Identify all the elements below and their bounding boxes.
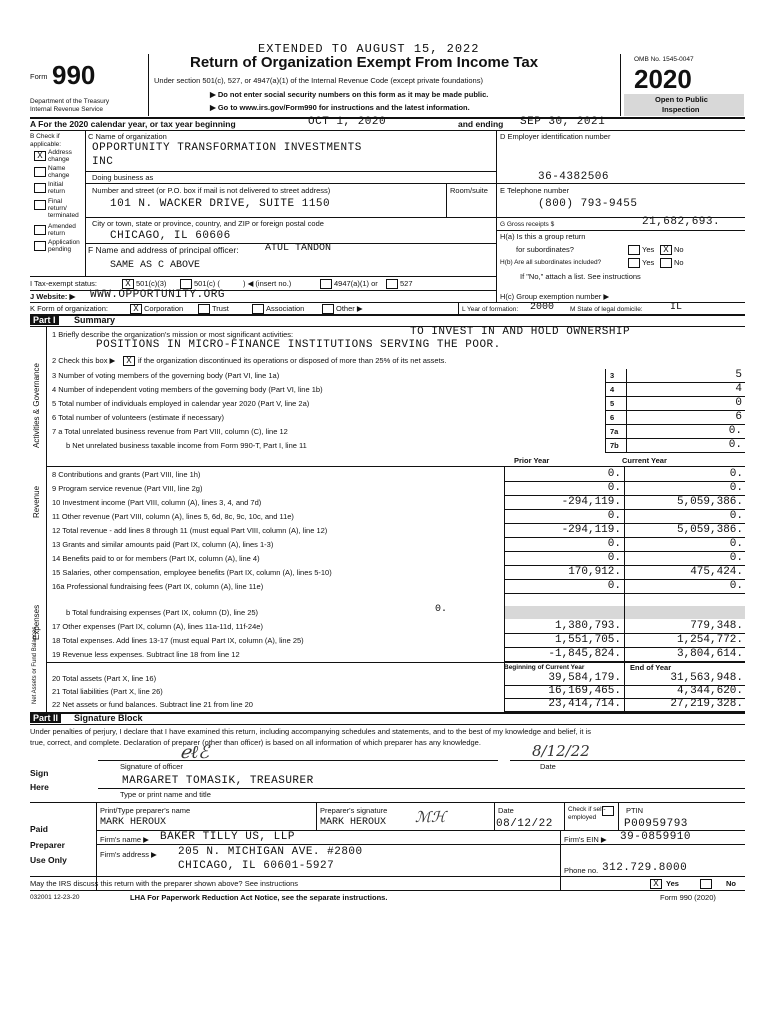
line-2-label: 2 Check this box ▶ xyxy=(52,356,116,365)
initial-return-label: Initial return xyxy=(48,181,65,195)
net-asset-line-current: 31,563,948. xyxy=(670,672,743,684)
corporation-checkbox[interactable]: X xyxy=(130,304,142,314)
firm-name-label: Firm's name ▶ xyxy=(100,835,149,844)
revenue-line-prior: 0. xyxy=(607,468,621,480)
status-501c3-label: 501(c)(3) xyxy=(136,279,167,288)
preparer-signature: MARK HEROUX xyxy=(320,817,387,828)
ptin-value: P00959793 xyxy=(624,818,688,830)
revenue-line-text: 12 Total revenue - add lines 8 through 11 (must equal Part VIII, column (A), line 12) xyxy=(52,526,328,535)
group-return-label: H(a) Is this a group return xyxy=(500,232,586,241)
part-2-title: Signature Block xyxy=(74,713,143,723)
governance-line-value: 0 xyxy=(735,397,742,409)
signature-of-officer-label: Signature of officer xyxy=(120,762,183,771)
discuss-no-checkbox[interactable] xyxy=(700,879,712,889)
governance-line-ref: 7b xyxy=(610,441,619,450)
preparer-name-label: Print/Type preparer's name xyxy=(100,806,191,815)
name-change-label: Name change xyxy=(48,165,70,179)
org-name-line1: OPPORTUNITY TRANSFORMATION INVESTMENTS xyxy=(92,142,362,154)
firm-ein-label: Firm's EIN ▶ xyxy=(564,835,607,844)
net-asset-line-prior: 16,169,465. xyxy=(548,685,621,697)
self-employed-label: Check if self-employed xyxy=(568,806,606,821)
revenue-line-current: 5,059,386. xyxy=(676,496,743,508)
irs-discuss-question: May the IRS discuss this return with the preparer shown above? See instructions xyxy=(30,879,299,888)
revenue-line-text: 9 Program service revenue (Part VIII, line 2g) xyxy=(52,484,203,493)
line-16b-value: 0. xyxy=(435,604,448,615)
expense-line-text: 14 Benefits paid to or for members (Part IX, column (A), line 4) xyxy=(52,554,260,563)
status-501c-label: 501(c) ( xyxy=(194,279,220,288)
amended-return-label: Amended return xyxy=(48,223,76,237)
use-only-label: Use Only xyxy=(30,855,67,865)
expense-line-current: 0. xyxy=(729,538,743,550)
expenses-side-label: Expenses xyxy=(32,604,41,640)
date-label: Date xyxy=(540,762,556,771)
mission-line-2: POSITIONS IN MICRO-FINANCE INSTITUTIONS SERVING THE POOR. xyxy=(96,339,501,351)
other-org-label: Other ▶ xyxy=(336,304,363,313)
discuss-yes-checkbox[interactable]: X xyxy=(650,879,662,889)
revenue-line-current: 5,059,386. xyxy=(676,524,743,536)
form-subtitle: Under section 501(c), 527, or 4947(a)(1) of the Internal Revenue Code (except private foundations) xyxy=(154,76,483,85)
preparer-name: MARK HEROUX xyxy=(100,817,167,828)
current-year-header: Current Year xyxy=(622,456,667,465)
revenue-line-prior: 0. xyxy=(607,510,621,522)
governance-line-value: 0. xyxy=(728,425,742,437)
preparer-signature-scribble: ℳℋ xyxy=(415,808,446,826)
net-asset-line-text: 20 Total assets (Part X, line 16) xyxy=(52,674,157,683)
line-1-label: 1 Briefly describe the organization's mission or most significant activities: xyxy=(52,330,294,339)
governance-line-value: 4 xyxy=(735,383,742,395)
group-return-label-2: for subordinates? xyxy=(516,245,574,254)
expense-line-prior: 0. xyxy=(607,538,621,550)
subordinates-yes-checkbox[interactable] xyxy=(628,258,640,268)
footer-form: Form 990 (2020) xyxy=(660,893,716,902)
mission-line-1: TO INVEST IN AND HOLD OWNERSHIP xyxy=(410,326,631,338)
governance-line-text: 5 Total number of individuals employed in calendar year 2020 (Part V, line 2a) xyxy=(52,399,310,408)
preparer-date-label: Date xyxy=(498,806,514,815)
governance-line-ref: 5 xyxy=(610,399,615,408)
preparer-phone: 312.729.8000 xyxy=(602,862,688,874)
expense-summary-line-prior: 1,551,705. xyxy=(554,634,621,646)
name-change-checkbox[interactable] xyxy=(34,167,46,177)
discuss-yes-label: Yes xyxy=(666,879,679,888)
prior-year-header: Prior Year xyxy=(514,456,550,465)
preparer-signature-label: Preparer's signature xyxy=(320,806,388,815)
principal-officer-label: F Name and address of principal officer: xyxy=(88,245,239,255)
net-asset-line-current: 4,344,620. xyxy=(676,685,743,697)
revenue-side-label: Revenue xyxy=(32,485,41,518)
revenue-line-prior: -294,119. xyxy=(561,496,621,508)
form-word: Form xyxy=(30,72,48,81)
expense-summary-line-current: 779,348. xyxy=(690,620,743,632)
amended-return-checkbox[interactable] xyxy=(34,225,46,235)
corporation-label: Corporation xyxy=(144,304,184,313)
final-return-checkbox[interactable] xyxy=(34,200,46,210)
governance-line-text: 6 Total number of volunteers (estimate if necessary) xyxy=(52,413,225,422)
city-state-zip: CHICAGO, IL 60606 xyxy=(110,230,231,242)
firm-name: BAKER TILLY US, LLP xyxy=(160,831,295,843)
gross-receipts-value: 21,682,693. xyxy=(642,216,721,228)
expense-line-text: 13 Grants and similar amounts paid (Part IX, column (A), lines 1-3) xyxy=(52,540,274,549)
subordinates-yes-label: Yes xyxy=(642,258,655,267)
net-asset-line-prior: 39,584,179. xyxy=(548,672,621,684)
here-label: Here xyxy=(30,782,49,792)
status-insert-no-label: ) ◀ (insert no.) xyxy=(243,279,292,288)
status-501c-checkbox[interactable] xyxy=(180,279,192,289)
sign-label: Sign xyxy=(30,768,49,778)
street-label: Number and street (or P.O. box if mail is not delivered to street address) xyxy=(92,186,331,195)
net-asset-line-text: 22 Net assets or fund balances. Subtract line 21 from line 20 xyxy=(52,700,253,709)
application-pending-label: Application pending xyxy=(48,239,80,253)
expense-line-current: 0. xyxy=(729,580,743,592)
principal-officer-address: SAME AS C ABOVE xyxy=(110,260,201,271)
expense-summary-line-text: 17 Other expenses (Part IX, column (A), lines 11a-11d, 11f-24e) xyxy=(52,622,263,631)
footer-lha: LHA For Paperwork Reduction Act Notice, see the separate instructions. xyxy=(130,893,388,902)
street-address: 101 N. WACKER DRIVE, SUITE 1150 xyxy=(110,198,331,210)
form-of-org-label: K Form of organization: xyxy=(30,304,108,313)
revenue-line-current: 0. xyxy=(729,482,743,494)
application-pending-checkbox[interactable] xyxy=(34,241,46,251)
net-asset-line-text: 21 Total liabilities (Part X, line 26) xyxy=(52,687,163,696)
group-return-no-checkbox[interactable]: X xyxy=(660,245,672,255)
trust-checkbox[interactable] xyxy=(198,304,210,314)
expense-line-prior: 0. xyxy=(607,552,621,564)
form-990-page xyxy=(30,40,745,910)
room-suite-label: Room/suite xyxy=(450,186,488,195)
ein-label: D Employer identification number xyxy=(500,132,611,141)
governance-line-text: 7 a Total unrelated business revenue from Part VIII, column (C), line 12 xyxy=(52,427,288,436)
year-formation-value: 2000 xyxy=(530,302,555,313)
form-title: Return of Organization Exempt From Income Tax xyxy=(190,54,539,71)
revenue-line-text: 10 Investment income (Part VIII, column (A), lines 3, 4, and 7d) xyxy=(52,498,262,507)
expense-summary-line-current: 3,804,614. xyxy=(676,648,743,660)
governance-line-value: 5 xyxy=(735,369,742,381)
form-number: 990 xyxy=(52,60,96,90)
open-inspection-1: Open to Public xyxy=(655,95,708,104)
city-label: City or town, state or province, country, and ZIP or foreign postal code xyxy=(92,219,324,228)
dept-treasury: Department of the Treasury xyxy=(30,98,110,105)
firm-address-1: 205 N. MICHIGAN AVE. #2800 xyxy=(178,846,363,858)
paid-label: Paid xyxy=(30,824,48,834)
expense-line-text: 15 Salaries, other compensation, employee benefits (Part IX, column (A), lines 5-10) xyxy=(52,568,332,577)
tax-year: 2020 xyxy=(634,64,692,94)
subordinates-no-label: No xyxy=(674,258,684,267)
and-ending-label: and ending xyxy=(458,119,504,129)
dba-label: Doing business as xyxy=(92,173,154,182)
website-label: J Website: ▶ xyxy=(30,292,76,301)
line-2-text: if the organization discontinued its operations or disposed of more than 25% of its net assets. xyxy=(138,356,447,365)
expense-summary-line-text: 18 Total expenses. Add lines 13-17 (must equal Part IX, column (A), line 25) xyxy=(52,636,304,645)
gross-receipts-label: G Gross receipts $ xyxy=(500,221,555,228)
type-name-label: Type or print name and title xyxy=(120,790,211,799)
beginning-year-header: Beginning of Current Year xyxy=(504,664,585,671)
other-org-checkbox[interactable] xyxy=(322,304,334,314)
ptin-label: PTIN xyxy=(626,806,644,815)
governance-line-ref: 7a xyxy=(610,427,619,436)
group-return-yes-checkbox[interactable] xyxy=(628,245,640,255)
ein-value: 36-4382506 xyxy=(538,171,610,183)
expense-line-current: 0. xyxy=(729,552,743,564)
revenue-line-prior: -294,119. xyxy=(561,524,621,536)
governance-line-ref: 3 xyxy=(610,371,615,380)
ssn-notice: ▶ Do not enter social security numbers on this form as it may be made public. xyxy=(210,90,489,99)
instructions-notice: ▶ Go to www.irs.gov/Form990 for instructions and the latest information. xyxy=(210,103,470,112)
governance-line-value: 6 xyxy=(735,411,742,423)
final-return-label: Final return/ terminated xyxy=(48,198,79,219)
line-2-checkbox[interactable]: X xyxy=(123,356,135,366)
sign-date: 8/12/22 xyxy=(532,742,590,760)
principal-officer-name: ATUL TANDON xyxy=(265,243,332,254)
revenue-line-text: 8 Contributions and grants (Part VIII, line 1h) xyxy=(52,470,201,479)
attach-list-note: If "No," attach a list. See instructions xyxy=(520,272,641,281)
telephone-value: (800) 793-9455 xyxy=(538,198,638,210)
association-checkbox[interactable] xyxy=(252,304,264,314)
net-asset-line-current: 27,219,328. xyxy=(670,698,743,710)
extension-stamp: EXTENDED TO AUGUST 15, 2022 xyxy=(258,42,480,56)
org-name-line2: INC xyxy=(92,156,114,168)
part-1-label: Part I xyxy=(30,315,59,325)
year-formation-label: L Year of formation: xyxy=(462,306,519,313)
dept-irs: Internal Revenue Service xyxy=(30,106,103,113)
expense-line-prior: 0. xyxy=(607,580,621,592)
officer-name-title: MARGARET TOMASIK, TREASURER xyxy=(122,775,314,787)
part-2-label: Part II xyxy=(30,713,61,723)
expense-summary-line-text: 19 Revenue less expenses. Subtract line 18 from line 12 xyxy=(52,650,240,659)
governance-line-text: 3 Number of voting members of the governing body (Part VI, line 1a) xyxy=(52,371,280,380)
status-4947-label: 4947(a)(1) or xyxy=(334,279,378,288)
revenue-line-text: 11 Other revenue (Part VIII, column (A), lines 5, 6d, 8c, 9c, 10c, and 11e) xyxy=(52,512,294,521)
governance-line-ref: 6 xyxy=(610,413,615,422)
address-change-label: Address change xyxy=(48,149,72,163)
self-employed-checkbox[interactable] xyxy=(602,806,614,816)
expense-line-prior: 170,912. xyxy=(568,566,621,578)
officer-signature: ℯℓℰ xyxy=(180,742,210,763)
firm-ein: 39-0859910 xyxy=(620,831,692,843)
tax-year-end: SEP 30, 2021 xyxy=(520,116,606,128)
net-assets-side-label: Net Assets or Fund Balances xyxy=(32,626,38,704)
status-4947-checkbox[interactable] xyxy=(320,279,332,289)
status-501c3-checkbox[interactable]: X xyxy=(122,279,134,289)
phone-label: Phone no. xyxy=(564,866,599,875)
expense-summary-line-current: 1,254,772. xyxy=(676,634,743,646)
address-change-checkbox[interactable]: X xyxy=(34,151,46,161)
status-527-label: 527 xyxy=(400,279,413,288)
omb-number: OMB No. 1545-0047 xyxy=(634,56,694,63)
part-1-title: Summary xyxy=(74,315,116,325)
expense-line-current: 475,424. xyxy=(690,566,743,578)
group-exemption-label: H(c) Group exemption number ▶ xyxy=(500,292,610,301)
group-return-yes-label: Yes xyxy=(642,245,655,254)
expense-summary-line-prior: -1,845,824. xyxy=(548,648,621,660)
trust-label: Trust xyxy=(212,304,229,313)
website-value: WWW.OPPORTUNITY.ORG xyxy=(90,289,225,301)
tax-exempt-status-label: I Tax-exempt status: xyxy=(30,279,97,288)
subordinates-no-checkbox[interactable] xyxy=(660,258,672,268)
line-a-label: A For the 2020 calendar year, or tax year beginning xyxy=(30,119,236,129)
association-label: Association xyxy=(266,304,305,313)
preparer-label: Preparer xyxy=(30,840,65,850)
discuss-no-label: No xyxy=(726,879,736,888)
group-return-no-label: No xyxy=(674,245,684,254)
governance-line-text: 4 Number of independent voting members of the governing body (Part VI, line 1b) xyxy=(52,385,323,394)
net-asset-line-prior: 23,414,714. xyxy=(548,698,621,710)
footer-code: 032001 12-23-20 xyxy=(30,894,80,901)
governance-line-text: b Net unrelated business taxable income from Form 990-T, Part I, line 11 xyxy=(66,441,307,450)
governance-line-ref: 4 xyxy=(610,385,615,394)
status-527-checkbox[interactable] xyxy=(386,279,398,289)
firm-address-2: CHICAGO, IL 60601-5927 xyxy=(178,860,335,872)
org-name-label: C Name of organization xyxy=(88,132,167,141)
perjury-line-1: Under penalties of perjury, I declare that I have examined this return, including accompanying schedules and statements, and to the best of my knowledge and belief, it is xyxy=(30,727,592,736)
revenue-line-prior: 0. xyxy=(607,482,621,494)
state-domicile-label: M State of legal domicile: xyxy=(570,306,643,313)
expense-line-text: 16a Professional fundraising fees (Part IX, column (A), line 11e) xyxy=(52,582,264,591)
revenue-line-current: 0. xyxy=(729,468,743,480)
state-domicile-value: IL xyxy=(670,302,683,313)
open-inspection-2: Inspection xyxy=(662,105,700,114)
perjury-line-2: true, correct, and complete. Declaration of preparer (other than officer) is based on all information of which preparer has any knowledge. xyxy=(30,738,481,747)
section-b-label: B Check if applicable: xyxy=(30,133,62,148)
activities-governance-side-label: Activities & Governance xyxy=(32,363,41,448)
line-16b-label: b Total fundraising expenses (Part IX, column (D), line 25) xyxy=(66,608,259,617)
governance-line-value: 0. xyxy=(728,439,742,451)
end-year-header: End of Year xyxy=(630,663,672,672)
telephone-label: E Telephone number xyxy=(500,186,570,195)
subordinates-included-label: H(b) Are all subordinates included? xyxy=(500,259,602,266)
firm-address-label: Firm's address ▶ xyxy=(100,850,157,859)
preparer-date: 08/12/22 xyxy=(496,818,553,830)
tax-year-begin: OCT 1, 2020 xyxy=(308,116,387,128)
revenue-line-current: 0. xyxy=(729,510,743,522)
initial-return-checkbox[interactable] xyxy=(34,183,46,193)
expense-summary-line-prior: 1,380,793. xyxy=(554,620,621,632)
